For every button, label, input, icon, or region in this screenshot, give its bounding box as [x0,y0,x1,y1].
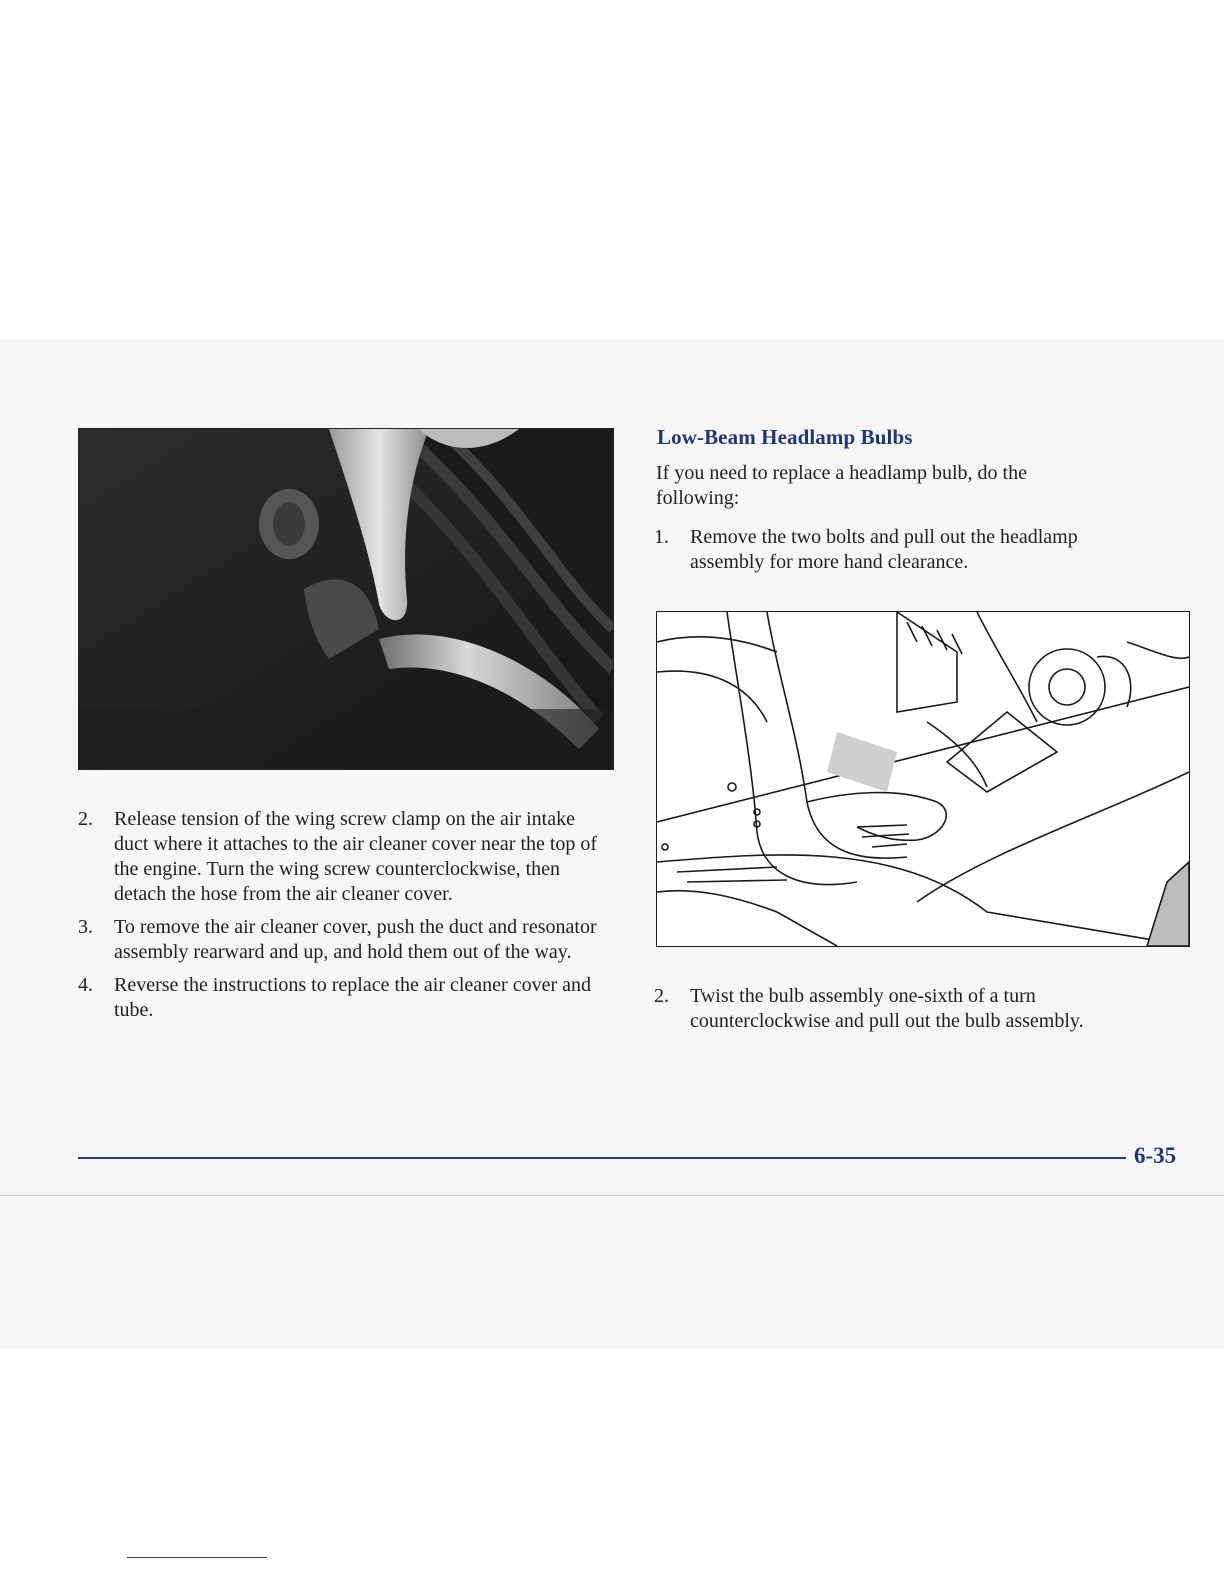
wing-screw-clamp-photo [78,428,614,770]
list-item [78,807,608,907]
left-steps-list [78,807,608,1031]
step-text: Remove the two bolts and pull out the headlamp assembly for more hand clearance. [690,526,1078,573]
step-number: 3. [78,916,93,938]
headlamp-removal-illustration [656,611,1190,947]
step-number: 1. [654,526,669,548]
margin-mark [127,1557,267,1558]
list-item [654,525,1154,575]
right-steps-list-1 [654,525,1154,575]
step-number: 4. [78,974,93,996]
list-item [78,973,608,1023]
list-item [78,915,608,965]
footer-rule [78,1157,1126,1159]
right-steps-list-2 [654,984,1164,1034]
section-heading: Low-Beam Headlamp Bulbs [657,425,913,449]
step-text: Release tension of the wing screw clamp on the air intake duct where it attaches to the air cleaner cover near the top of the engine. Turn the wing screw counterclockwise, then detach the hose from the air cleaner cover. [114,808,598,905]
step-text: Reverse the instructions to replace the air cleaner cover and tube. [114,974,592,1021]
step-text: To remove the air cleaner cover, push the duct and resonator assembly rearward and up, and hold them out of the way. [114,916,597,963]
step-text: Twist the bulb assembly one-sixth of a turn counterclockwise and pull out the bulb assembly. [690,985,1084,1032]
page-edge-divider [0,1195,1224,1196]
list-item [654,984,1164,1034]
intro-paragraph: If you need to replace a headlamp bulb, do the following: [656,462,1027,509]
page-number: 6-35 [1134,1143,1177,1168]
step-number: 2. [654,985,669,1007]
step-number: 2. [78,808,93,830]
